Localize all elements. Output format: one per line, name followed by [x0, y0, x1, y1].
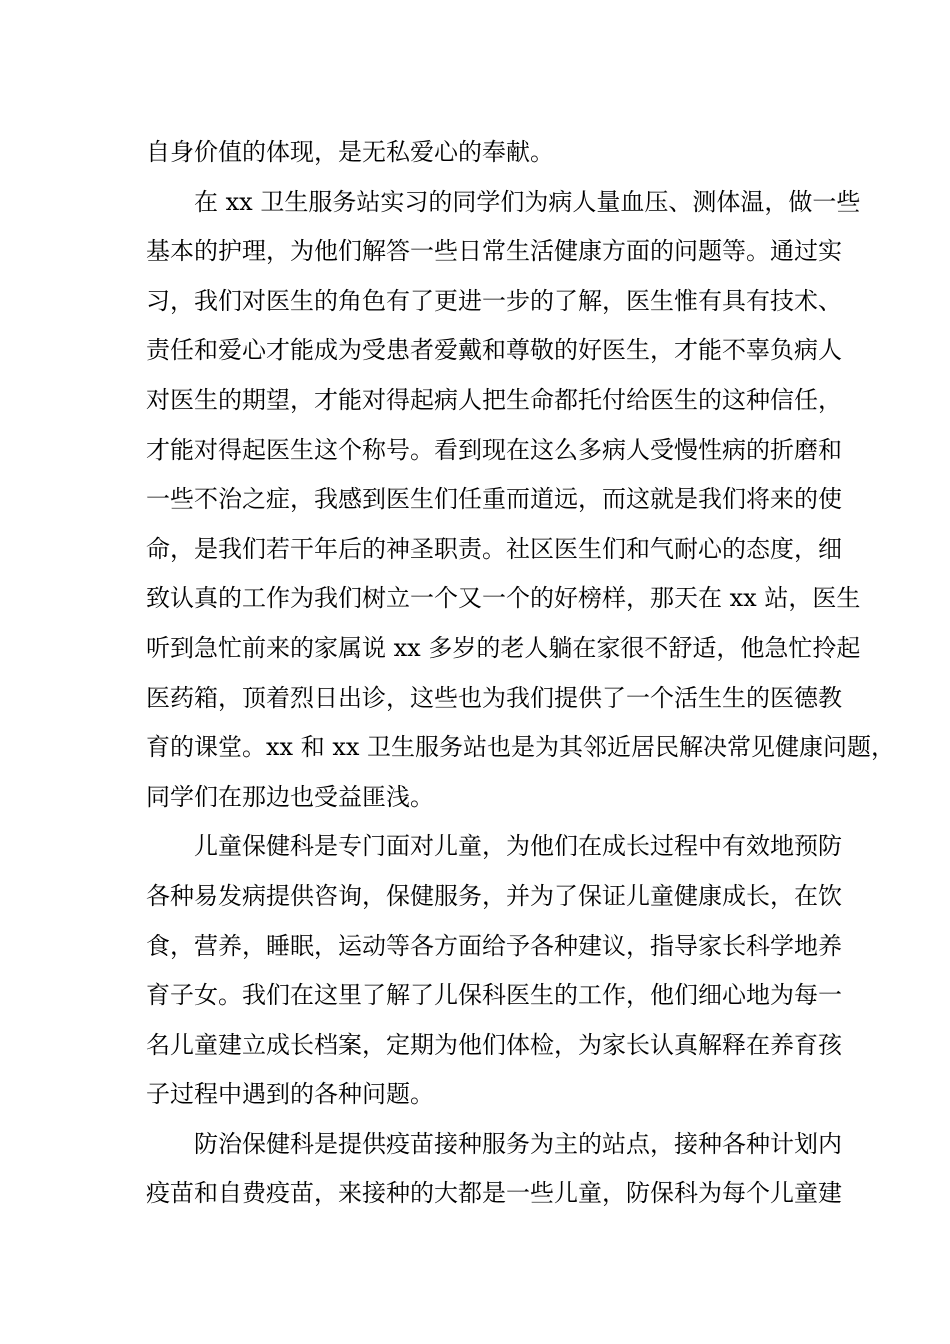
text-line: 才能对得起医生这个称号。看到现在这么多病人受慢性病的折磨和: [146, 435, 842, 464]
text-line: 一些不治之症，我感到医生们任重而道远，而这就是我们将来的使: [146, 485, 842, 514]
body-text: [146, 128, 896, 1219]
text-line: 习，我们对医生的角色有了更进一步的了解，医生惟有具有技术、: [146, 286, 842, 315]
text-line: 听到急忙前来的家属说 xx 多岁的老人躺在家很不舒适，他急忙拎起: [146, 633, 861, 662]
text-line: 命，是我们若干年后的神圣职责。社区医生们和气耐心的态度，细: [146, 534, 842, 563]
text-line: 对医生的期望，才能对得起病人把生命都托付给医生的这种信任，: [146, 385, 842, 414]
text-line: 责任和爱心才能成为受患者爱戴和尊敬的好医生，才能不辜负病人: [146, 336, 842, 365]
paragraph-first-line: 儿童保健科是专门面对儿童，为他们在成长过程中有效地预防: [194, 832, 842, 861]
text-line: 育的课堂。xx 和 xx 卫生服务站也是为其邻近居民解决常见健康问题，: [146, 733, 896, 762]
text-line: 医药箱，顶着烈日出诊，这些也为我们提供了一个活生生的医德教: [146, 683, 842, 712]
paragraph-first-line: 防治保健科是提供疫苗接种服务为主的站点，接种各种计划内: [194, 1129, 842, 1158]
text-line: 致认真的工作为我们树立一个又一个的好榜样，那天在 xx 站，医生: [146, 584, 861, 613]
text-line: 育子女。我们在这里了解了儿保科医生的工作，他们细心地为每一: [146, 981, 842, 1010]
text-line: 各种易发病提供咨询，保健服务，并为了保证儿童健康成长，在饮: [146, 881, 842, 910]
text-line: 基本的护理，为他们解答一些日常生活健康方面的问题等。通过实: [146, 237, 842, 266]
paragraph-last-line: 同学们在那边也受益匪浅。: [146, 782, 434, 811]
paragraph-last-line: 子过程中遇到的各种问题。: [146, 1080, 434, 1109]
paragraph-first-line: 在 xx 卫生服务站实习的同学们为病人量血压、测体温，做一些: [194, 187, 861, 216]
text-line: 名儿童建立成长档案，定期为他们体检，为家长认真解释在养育孩: [146, 1030, 842, 1059]
text-line: 自身价值的体现，是无私爱心的奉献。: [146, 138, 554, 166]
text-line: 食，营养，睡眠，运动等各方面给予各种建议，指导家长科学地养: [146, 931, 842, 960]
text-line: 疫苗和自费疫苗，来接种的大都是一些儿童，防保科为每个儿童建: [146, 1179, 842, 1208]
